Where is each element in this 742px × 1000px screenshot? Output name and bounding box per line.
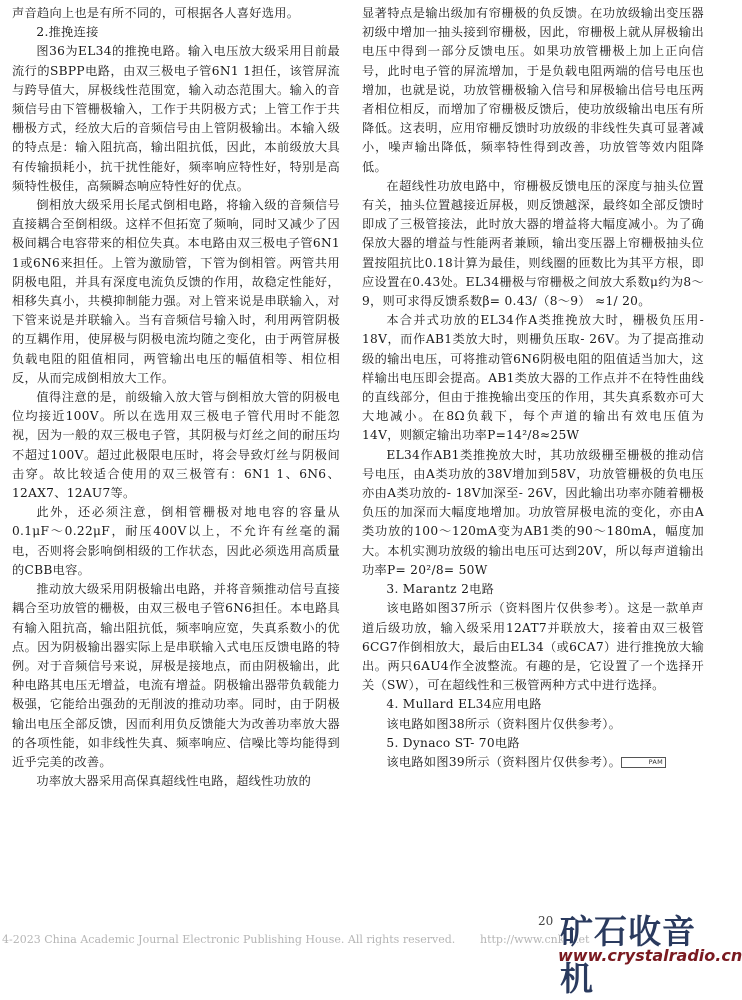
paragraph-text: 显著特点是输出级加有帘栅极的负反馈。在功放级输出变压器初级中增加一抽头接到帘栅极，因此，帘栅极上就从屏极输出电压中得到一部分反馈电压。如果功放管栅极上加上正向信号，此时电子管的屏流增加，于是负载电阻两端的信号电压也增加，也就是说，功放管栅极输入信号和屏极输出信号电压两者相位相反，而增加了帘栅极反馈后，使功放级输出电压有所降低。这表明，应用帘栅反馈时功放级的非线性失真可显著减小，噪声输出降低，频率特性得到改善，功放管等效内阻降低。 [362,6,704,174]
paragraph-text: 声音趋向上也是有所不同的，可根据各人喜好选用。 [12,6,300,20]
paragraph [12,196,340,388]
section-heading [362,695,704,714]
section-heading [362,580,704,599]
watermark-logo-text: 矿石收音机 [560,912,696,998]
paragraph [12,388,340,503]
watermark-logo [556,906,742,998]
page-number: 20 [538,914,554,928]
paragraph-text: 倒相放大级采用长尾式倒相电路，将输入级的音频信号直接耦合至倒相级。这样不但拓宽了频响，同时又减少了因极间耦合电容带来的相位失真。本电路由双三极电子管6N1 1或6N6来担任。上管为激励管，下管为倒相管。两管共用阴极电阻，并具有深度电流负反馈的作用，故稳定性能好，相移失真小，共模抑制能力强。对上管来说是串联输入，对下管来说是并联输入。当有音频信号输入时，利用两管阴极的互耦作用，使屏极与阴极电流均随之变化，由于两管屏极负载电阻的阻值相同，两管输出电压的幅值相等、相位相反，从而完成倒相放大工作。 [12,198,340,385]
paragraph-text: 在超线性功放电路中，帘栅极反馈电压的深度与抽头位置有关，抽头位置越接近屏极，则反馈越深，最终如全部反馈时即成了三极管接法，此时放大器的增益将大幅度减小。为了确保放大器的增益与性能两者兼顾，输出变压器上帘栅极抽头位置按阻抗比0.18计算为最佳，则线圈的匝数比为其平方根，即应设置在0.43处。EL34栅极与帘栅极之间放大系数μ约为8～9，则可求得反馈系数β= 0.43/（8～9） ≈1/ 20。 [362,178,704,309]
paragraph [12,580,340,772]
paragraph-text: 3. Marantz 2电路 [386,582,495,597]
footer-url[interactable]: http://www.cnki.net [480,933,590,946]
paragraph-continuation [12,4,340,23]
paragraph-text: 5. Dynaco ST- 70电路 [386,735,520,750]
section-heading [12,23,340,42]
paragraph-text: 功率放大器采用高保真超线性电路，超线性功放的 [36,774,312,789]
paragraph [362,311,704,445]
paragraph-text: 值得注意的是，前级输入放大管与倒相放大管的阴极电位均接近100V。所以在选用双三极电子管代用时不能忽视，因为一般的双三极电子管，其阴极与灯丝之间的耐压均不超过100V。超过此极限电压时，将会导致灯丝与阴极间击穿。故比较适合使用的双三极管有：6N1 1、6N6、12AX7、12AU7等。 [12,390,340,501]
paragraph-text: 该电路如图39所示（资料图片仅供参考）。 [386,754,622,769]
paragraph-text: 该电路如图38所示（资料图片仅供参考）。 [386,716,622,731]
left-column [12,0,340,791]
paragraph [12,772,340,791]
paragraph-text: 本合并式功放的EL34作A类推挽放大时，栅极负压用- 18V，而作AB1类放大时，则栅负压取- 26V。为了提高推动级的输出电压，可将推动管6N6阴极电阻的阻值适当加大，这样输出电压即会提高。AB1类放大器的工作点并不在特性曲线的直线部分，但由于推挽输出变压的作用，其失真系数亦可大大地减小。在8Ω负载下，每个声道的输出有效电压值为14V，则额定输出功率P=14²/8≈25W [362,313,704,443]
paragraph-text: 图36为EL34的推挽电路。输入电压放大级采用目前最流行的SBPP电路，由双三极电子管6N1 1担任，该管屏流与跨导值大，屏极线性范围宽，输入动态范围大。输入的音频信号由下管栅极输入，工作于共阴极方式；上管工作于共栅极方式，经放大后的音频信号由上管阴极输出。本输入级的特点是：输入阻抗高，输出阻抗低，因此，本前级放大具有传输损耗小，抗干扰性能好，频率响应特性好，特别是高频特性极佳，高频瞬态响应特性好的优点。 [12,44,340,193]
paragraph [362,715,704,734]
paragraph [12,42,340,196]
paragraph-text: 此外，还必须注意，倒相管栅极对地电容的容量从0.1μF～0.22μF，耐压400V以上，不允许有丝毫的漏电，否则将会影响倒相级的工作状态，因此必须选用高质量的CBB电容。 [12,505,340,577]
paragraph-text: 推动放大级采用阴极输出电路，并将音频推动信号直接耦合至功放管的栅极，由双三极电子管6N6担任。本电路具有输入阻抗高，输出阻抗低，频率响应宽，失真系数小的优点。因为阴极输出器实际上是串联输入式电压反馈电路的特例。对于音频信号来说，屏极是接地点，而由阴极输出，此种电路其电压无增益，电流有增益。阴极输出器带负载能力极强，它能给出强劲的无削波的推动功率。同时，由于阴极输出电压全部反馈，因而利用负反馈能大为改善功率放大器的各项性能，如非线性失真、频率响应、信噪比等均能得到近乎完美的改善。 [12,582,340,769]
paragraph-continuation [362,4,704,177]
paragraph-text: EL34作AB1类推挽放大时，其功放级栅至栅极的推动信号电压，由A类功放的38V增加到58V，功放管栅极的负电压亦由A类功放的- 18V加深至- 26V，因此输出功率亦随着栅极负压的加深而大幅度地增加。功放管屏极电流的变化，亦由A类功放的100～120mA变为AB1类的90～180mA，幅度加大。本机实测功放级的输出电压可达到20V，所以每声道输出功率P= 20²/8= 50W [362,447,704,577]
paragraph-text: 2.推挽连接 [36,25,99,40]
end-mark: PAM [621,757,666,768]
paragraph-text: 4. Mullard EL34应用电路 [386,697,542,712]
paragraph [12,503,340,580]
right-column [362,0,704,772]
paragraph [362,446,704,580]
paragraph [362,177,704,311]
watermark-url: www.crystalradio.cn [558,946,742,965]
section-heading [362,734,704,753]
paragraph-text: 该电路如图37所示（资料图片仅供参考）。这是一款单声道后级功放，输入级采用12AT7并联放大，接着由双三极管6CG7作倒相放大，最后由EL34（或6CA7）进行推挽放大输出。两只6AU4作全波整流。有趣的是，它设置了一个选择开关（SW），可在超线性和三极管两种方式中进行选择。 [362,601,704,693]
paragraph [362,599,704,695]
copyright-notice: 4-2023 China Academic Journal Electronic Publishing House. All rights reserved. [2,933,456,946]
paragraph [362,753,704,772]
